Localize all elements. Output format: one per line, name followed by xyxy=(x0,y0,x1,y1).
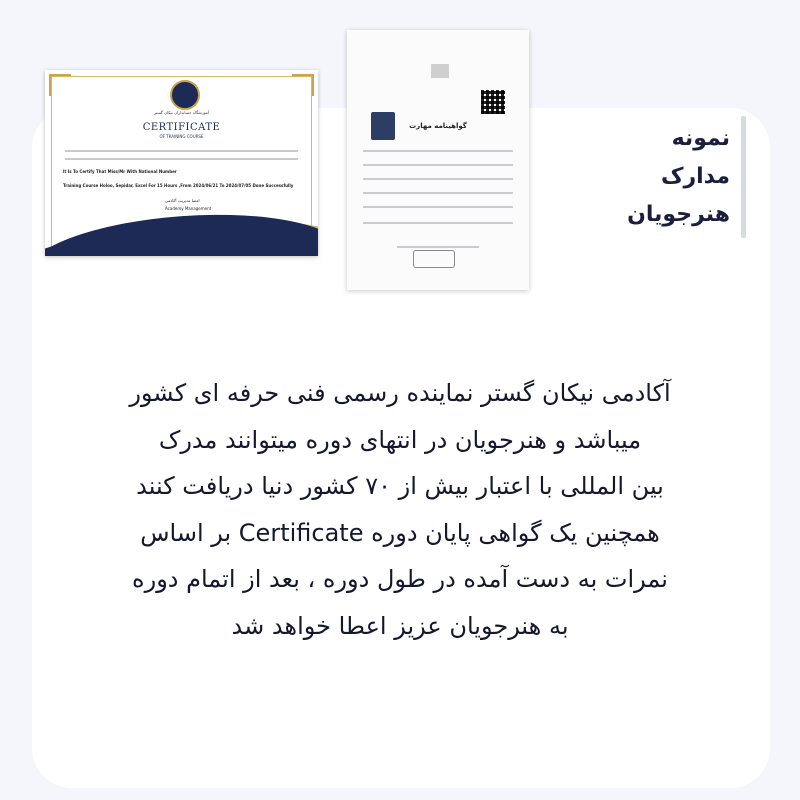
text-line xyxy=(65,158,298,160)
certificate-heading: CERTIFICATE xyxy=(142,122,221,133)
stamp-icon xyxy=(413,250,455,268)
text-line xyxy=(363,178,513,180)
description-line: نمرات به دست آمده در طول دوره ، بعد از اتمام دوره xyxy=(132,565,668,593)
description-line: میباشد و هنرجویان در انتهای دوره میتوانند مدرک xyxy=(158,425,642,454)
description-line: بین المللی با اعتبار بیش از ۷۰ کشور دنیا دریافت کنند xyxy=(136,472,664,500)
certificate-image xyxy=(45,70,318,256)
certificate-signature-en: Academy Management xyxy=(165,206,212,211)
description-line: همچنین یک گواهی پایان دوره Certificate بر اساس xyxy=(140,518,660,547)
qr-code-icon xyxy=(481,90,505,114)
text-line xyxy=(363,222,513,224)
title-line-2: مدارک xyxy=(660,164,730,189)
text-line xyxy=(363,206,513,208)
certificate-course-line: Training Course Holoo, Sepidar, Excel For 15 Hours ,From 2024/06/21 To 2024/07/05 Done Successfully xyxy=(63,183,294,188)
certificate-certify-line: It Is To Certify That Miss/Mr With National Number xyxy=(63,169,177,174)
section-title xyxy=(606,116,746,240)
title-line-3: هنرجویان xyxy=(627,202,730,227)
certificate-academy-name: آموزشگاه حسابداران نیکان گستر xyxy=(153,110,210,115)
text-line xyxy=(397,246,479,248)
text-line xyxy=(65,150,298,152)
text-line xyxy=(363,150,513,152)
certificate-seal-icon xyxy=(170,80,200,110)
skill-certificate-image xyxy=(347,30,529,290)
certificate-signature-fa: امضا مدیریت آکادمی xyxy=(165,198,200,203)
text-line xyxy=(363,164,513,166)
title-line-1: نمونه xyxy=(671,126,730,151)
corner-ornament xyxy=(49,74,71,96)
description-paragraph xyxy=(40,370,760,649)
text-line xyxy=(363,192,513,194)
title-text xyxy=(627,120,730,234)
description-line: آکادمی نیکان گستر نماینده رسمی فنی حرفه ای کشور xyxy=(129,379,671,407)
description-line: به هنرجویان عزیز اعطا خواهد شد xyxy=(231,611,569,640)
title-accent-bar xyxy=(741,116,746,238)
emblem-icon xyxy=(431,64,449,78)
skill-card-title: گواهینامه مهارت xyxy=(409,122,467,130)
certificate-subheading: OF TRAINING COURSE xyxy=(159,134,204,139)
corner-ornament xyxy=(292,74,314,96)
